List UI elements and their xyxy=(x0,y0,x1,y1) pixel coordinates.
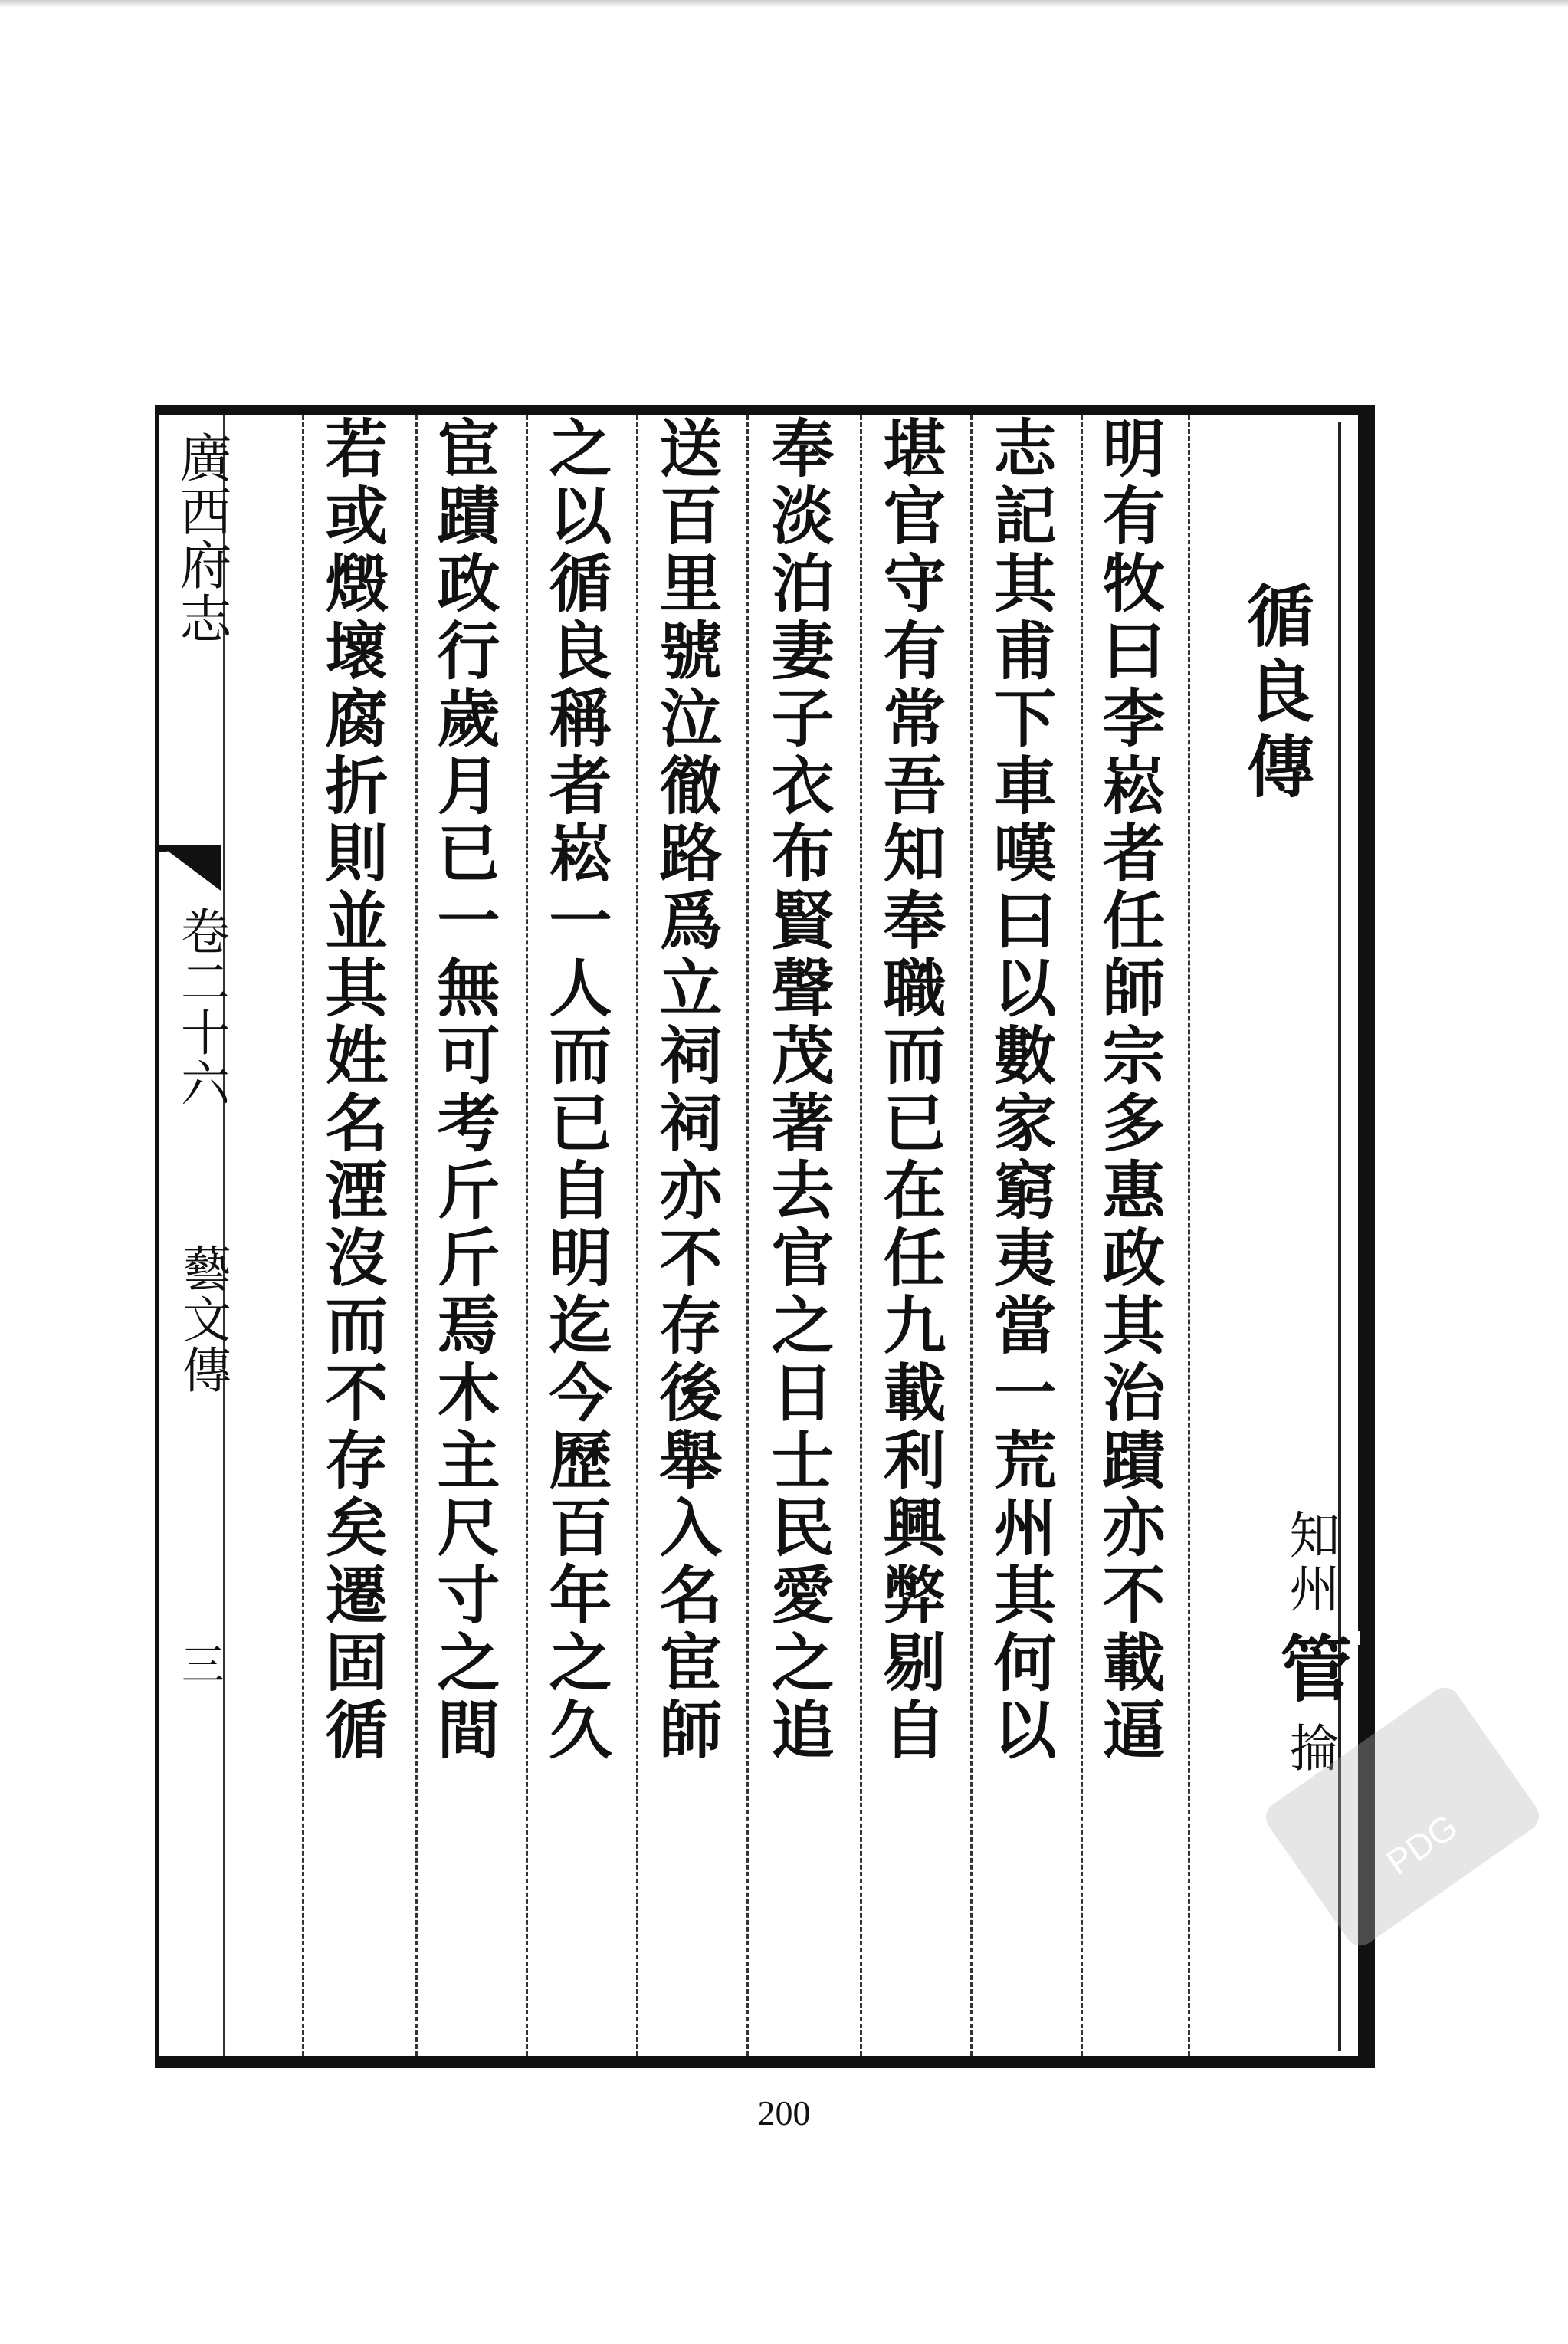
pdg-watermark-seal xyxy=(1257,1671,1548,1962)
column-text: 志記其甫下車嘆曰以數家窮夷當一荒州其何以 xyxy=(983,415,1057,1765)
column-divider xyxy=(860,415,862,2056)
column-text: 送百里號泣徹路爲立祠祠亦不存後舉入名宦師 xyxy=(649,415,723,1765)
column-divider xyxy=(1188,415,1190,2056)
margin-strip xyxy=(159,415,231,2056)
column-text: 堪官守有常吾知奉職而已在任九載利興弊剔自 xyxy=(873,415,946,1765)
author-surname: 管 xyxy=(1268,1631,1352,1703)
juan-label: 卷二十六 xyxy=(172,906,229,1108)
text-column-3 xyxy=(873,415,946,2056)
text-column-2 xyxy=(983,415,1057,2056)
column-text: 若或燬壞腐折則並其姓名湮沒而不存矣遷固循 xyxy=(315,415,389,1765)
fishtail-icon xyxy=(159,845,221,891)
column-divider xyxy=(302,415,304,2056)
author-given-name: 掄 xyxy=(1281,1722,1340,1772)
chapter-title xyxy=(1228,581,1324,809)
text-column-6 xyxy=(539,415,612,2056)
column-text: 之以循良稱者崧一人而已自明迄今歷百年之久 xyxy=(539,415,612,1765)
column-divider xyxy=(746,415,749,2056)
page-number: 200 xyxy=(757,2093,811,2132)
column-divider xyxy=(415,415,418,2056)
text-column-1 xyxy=(1092,415,1166,2056)
woodblock-page xyxy=(155,405,1375,2068)
column-divider xyxy=(526,415,528,2056)
column-divider xyxy=(1081,415,1083,2056)
text-column-7 xyxy=(427,415,500,2056)
text-column-4 xyxy=(761,415,835,2056)
folio-number: 三 xyxy=(175,1642,225,1685)
text-column-5 xyxy=(649,415,723,2056)
watermark-text: PDG xyxy=(1379,1806,1465,1883)
column-text: 宦蹟政行歲月已一無可考斤斤焉木主尺寸之間 xyxy=(427,415,500,1765)
author-office: 知州 xyxy=(1281,1508,1340,1616)
text-column-8 xyxy=(315,415,389,2056)
column-divider xyxy=(970,415,973,2056)
book-title: 廣西府志 xyxy=(171,431,231,645)
section-label: 藝文傳 xyxy=(174,1243,231,1395)
chapter-title-text: 循良傳 xyxy=(1236,581,1316,806)
top-scan-rule xyxy=(0,0,1568,8)
column-text: 明有牧曰李崧者任師宗多惠政其治蹟亦不載逼 xyxy=(1092,415,1166,1765)
column-text: 奉淡泊妻子衣布賢聲茂著去官之日士民愛之追 xyxy=(761,415,835,1765)
column-divider xyxy=(636,415,638,2056)
